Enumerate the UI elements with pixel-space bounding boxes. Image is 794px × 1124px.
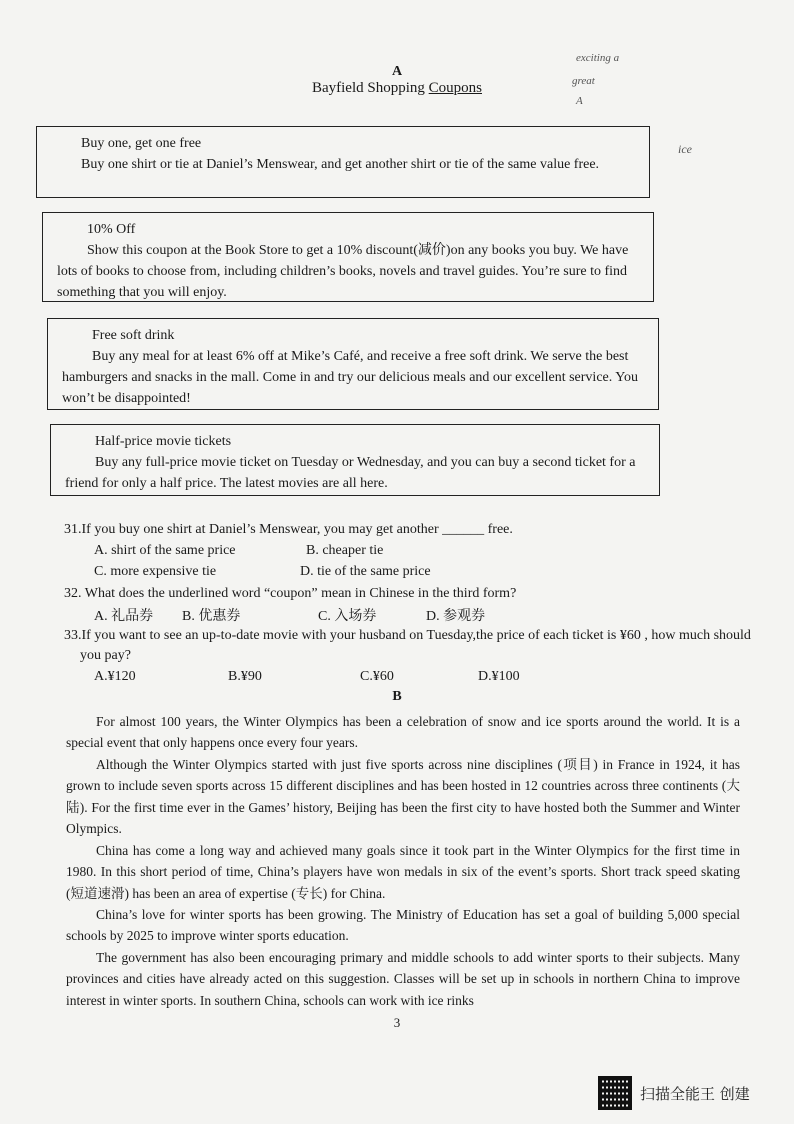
passage-paragraph: China has come a long way and achieved many goals since it took part in the Winter Olympics for the first time in 1980. In this short period of time, China’s players have won medals in six of the event’s sports. Short track speed skating (短道速滑) has been an area of expertise (专长) for China. (66, 843, 740, 901)
coupon-body: Buy any full-price movie ticket on Tuesday or Wednesday, and you can buy a second ticket for a friend for only a half price. The latest movies are all here. (65, 455, 636, 491)
answer-option[interactable]: D.¥100 (478, 669, 520, 684)
coupon-box (36, 126, 650, 198)
answer-option[interactable]: D. tie of the same price (300, 564, 431, 579)
coupon-title: Half-price movie tickets (95, 434, 232, 449)
answer-option[interactable]: C.¥60 (360, 669, 394, 684)
question-stem: 31.If you buy one shirt at Daniel’s Menswear, you may get another ______ free. (64, 522, 513, 537)
question-stem (64, 626, 754, 666)
section-b-letter: B (392, 689, 402, 704)
scanner-app-label: 扫描全能王 创建 (640, 1084, 750, 1103)
coupons-title (0, 80, 794, 97)
coupon-box (42, 212, 654, 302)
qr-code-icon (598, 1076, 632, 1110)
passage-paragraph: For almost 100 years, the Winter Olympics has been a celebration of snow and ice sports around the world. It is a special event that only happens once every four years. (66, 714, 740, 751)
answer-option[interactable]: B.¥90 (228, 669, 262, 684)
answer-option[interactable]: D. 参观券 (426, 609, 486, 624)
answer-option[interactable]: A.¥120 (94, 669, 136, 684)
page-number: 3 (393, 1015, 401, 1030)
question-stem-text: 33.If you want to see an up-to-date movie with your husband on Tuesday,the price of each ticket is ¥60 , how much should you pay? (64, 628, 751, 663)
coupon-box (50, 424, 660, 496)
coupon-title: Free soft drink (92, 328, 175, 343)
coupon-box (47, 318, 659, 410)
coupon-body: Buy any meal for at least 6% off at Mike’s Café, and receive a free soft drink. We serve the best hamburgers and snacks in the mall. Come in and try our delicious meals and our excellent service. You won’t be disappointed! (62, 349, 638, 406)
title-underlined-word: Coupons (428, 80, 482, 96)
corner-mark: A (576, 95, 583, 107)
answer-option[interactable]: B. cheaper tie (306, 543, 384, 558)
corner-mark: great (572, 75, 595, 87)
question-stem: 32. What does the underlined word “coupon” mean in Chinese in the third form? (64, 586, 517, 601)
answer-option[interactable]: C. 入场券 (318, 609, 377, 624)
passage-paragraph: The government has also been encouraging primary and middle schools to add winter sports to their subjects. Many provinces and cities have already acted on this suggestion. Classes will be set up in schools in northern China to improve interest in winter sports. In southern China, schools can work with ice rinks (66, 950, 740, 1008)
section-a-letter: A (391, 64, 403, 79)
answer-option[interactable]: B. 优惠券 (182, 609, 241, 624)
passage-paragraph: China’s love for winter sports has been growing. The Ministry of Education has set a goal of building 5,000 special schools by 2025 to improve winter sports education. (66, 907, 740, 944)
answer-option[interactable]: A. shirt of the same price (94, 543, 236, 558)
answer-option[interactable]: C. more expensive tie (94, 564, 217, 579)
title-prefix: Bayfield Shopping (311, 80, 429, 96)
passage-paragraph: Although the Winter Olympics started with just five sports across nine disciplines (项目) in France in 1924, it has grown to include seven sports across 15 different disciplines and has been hosted in 12 countries across three continents (大陆). For the first time ever in the Games’ history, Beijing has been the first city to have hosted both the Summer and Winter Olympics. (66, 757, 740, 836)
corner-mark: exciting a (576, 52, 620, 64)
corner-mark: ice (678, 142, 692, 156)
coupon-title: Buy one, get one free (81, 136, 202, 151)
coupon-title: 10% Off (87, 222, 136, 237)
scanner-watermark (598, 1076, 750, 1110)
coupon-body: Show this coupon at the Book Store to get a 10% discount(减价)on any books you buy. We have lots of books to choose from, including children’s books, novels and travel guides. You’re sure to find something that you will enjoy. (57, 243, 629, 300)
coupon-body: Buy one shirt or tie at Daniel’s Menswear, and get another shirt or tie of the same value free. (81, 157, 600, 172)
answer-option[interactable]: A. 礼品券 (94, 609, 154, 624)
